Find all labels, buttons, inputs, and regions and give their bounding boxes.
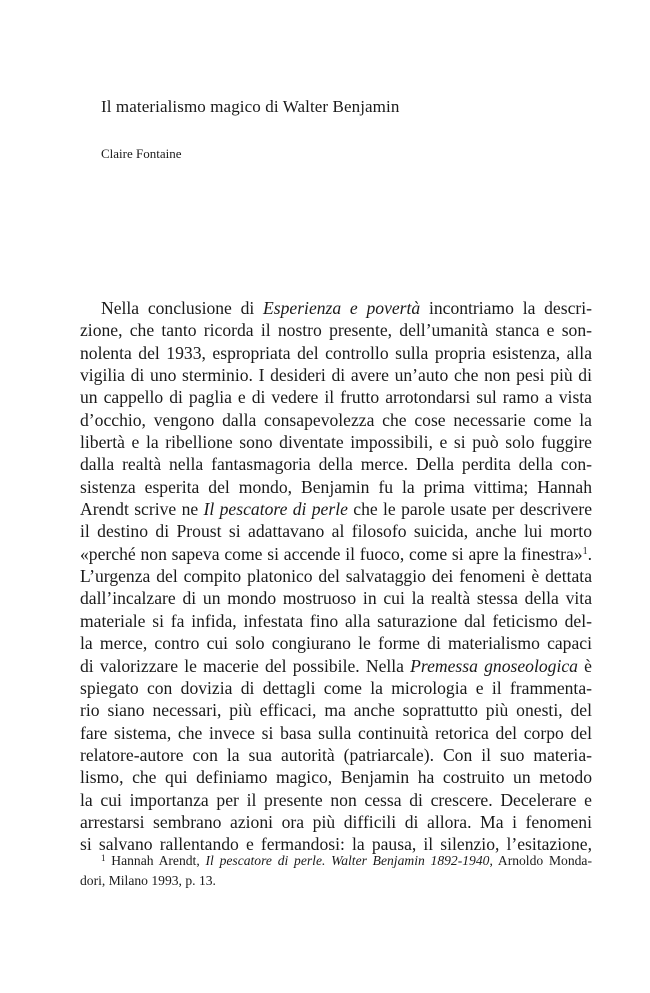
body-line [80,498,592,520]
italic-title: Il pescatore di perle. Walter Benjamin 1892-1940 [205,853,490,868]
body-line: dall’incalzare di un mondo mostruoso in cui la realtà stessa della vita [80,588,592,609]
body-line: vigilia di uno sterminio. I desideri di avere un’auto che non pesi più di [80,365,592,386]
footnote-reference[interactable]: 1 [582,545,588,557]
chapter-title: Il materialismo magico di Walter Benjamin [101,97,400,116]
text-run: . [587,543,592,564]
footnote-number: 1 [101,853,106,863]
body-line: zione, che tanto ricorda il nostro presente, dell’umanità stanca e son- [80,320,592,341]
footnote-line [80,851,592,871]
body-line: nolenta del 1933, espropriata del controllo sulla propria esistenza, alla [80,342,592,363]
italic-title: Esperienza e povertà [263,298,421,318]
text-run: Nella conclusione di [101,298,264,318]
text-run: incontriamo la descri- [420,298,592,318]
body-line: libertà e la ribellione sono diventate impossibili, e si può solo fuggire [80,432,592,453]
body-line [80,297,592,319]
body-line [80,655,592,677]
body-line: un cappello di paglia e di vedere il frutto arrotondarsi sul ramo a vista [80,387,592,408]
body-line: d’occhio, vengono dalla consapevolezza che cose necessarie come la [80,409,592,430]
text-run: , Arnoldo Monda- [489,853,592,868]
body-line: il destino di Proust si adattavano al filosofo suicida, anche lui morto [80,521,592,542]
body-line: si salvano rallentando e fermandosi: la pausa, il silenzio, l’esitazione, [80,834,592,855]
body-line: L’urgenza del compito platonico del salvataggio dei fenomeni è dettata [80,566,592,587]
body-line: la merce, contro cui solo congiurano le forme di materialismo capaci [80,633,592,654]
footnote [80,851,592,891]
body-line: dalla realtà nella fantasmagoria della merce. Della perdita della con- [80,454,592,475]
text-run: «perché non sapeva come si accende il fuoco, come si apre la finestra» [80,543,583,564]
body-line: materiale si fa infida, infestata fino alla saturazione dal feticismo del- [80,610,592,631]
body-line: arrestarsi sembrano azioni ora più difficili di allora. Ma i fenomeni [80,811,592,832]
author-name: Claire Fontaine [101,146,182,161]
body-line: spiegato con dovizia di dettagli come la micrologia e il frammenta- [80,677,592,698]
italic-title: Premessa gnoseologica [410,655,578,676]
text-run: che le parole usate per descrivere [347,499,592,520]
body-line: sistenza esperita del mondo, Benjamin fu la prima vittima; Hannah [80,476,592,497]
text-run: di valorizzare le macerie del possibile. Nella [80,655,411,676]
body-line: fare sistema, che invece si basa sulla continuità retorica del corpo del [80,722,592,743]
body-line [80,543,592,565]
italic-title: Il pescatore di perle [203,499,348,520]
footnote-line: dori, Milano 1993, p. 13. [80,873,216,888]
body-text [80,297,592,856]
text-run: è [577,655,592,676]
body-line: rio siano necessari, più efficaci, ma anche soprattutto più onesti, del [80,700,592,721]
text-run: Arendt scrive ne [80,499,204,520]
body-line: la cui importanza per il presente non cessa di crescere. Decelerare e [80,789,592,810]
body-line: lismo, che qui definiamo magico, Benjamin ha costruito un metodo [80,767,592,788]
body-line: relatore-autore con la sua autorità (patriarcale). Con il suo materia- [80,744,592,765]
text-run: Hannah Arendt, [105,853,206,868]
